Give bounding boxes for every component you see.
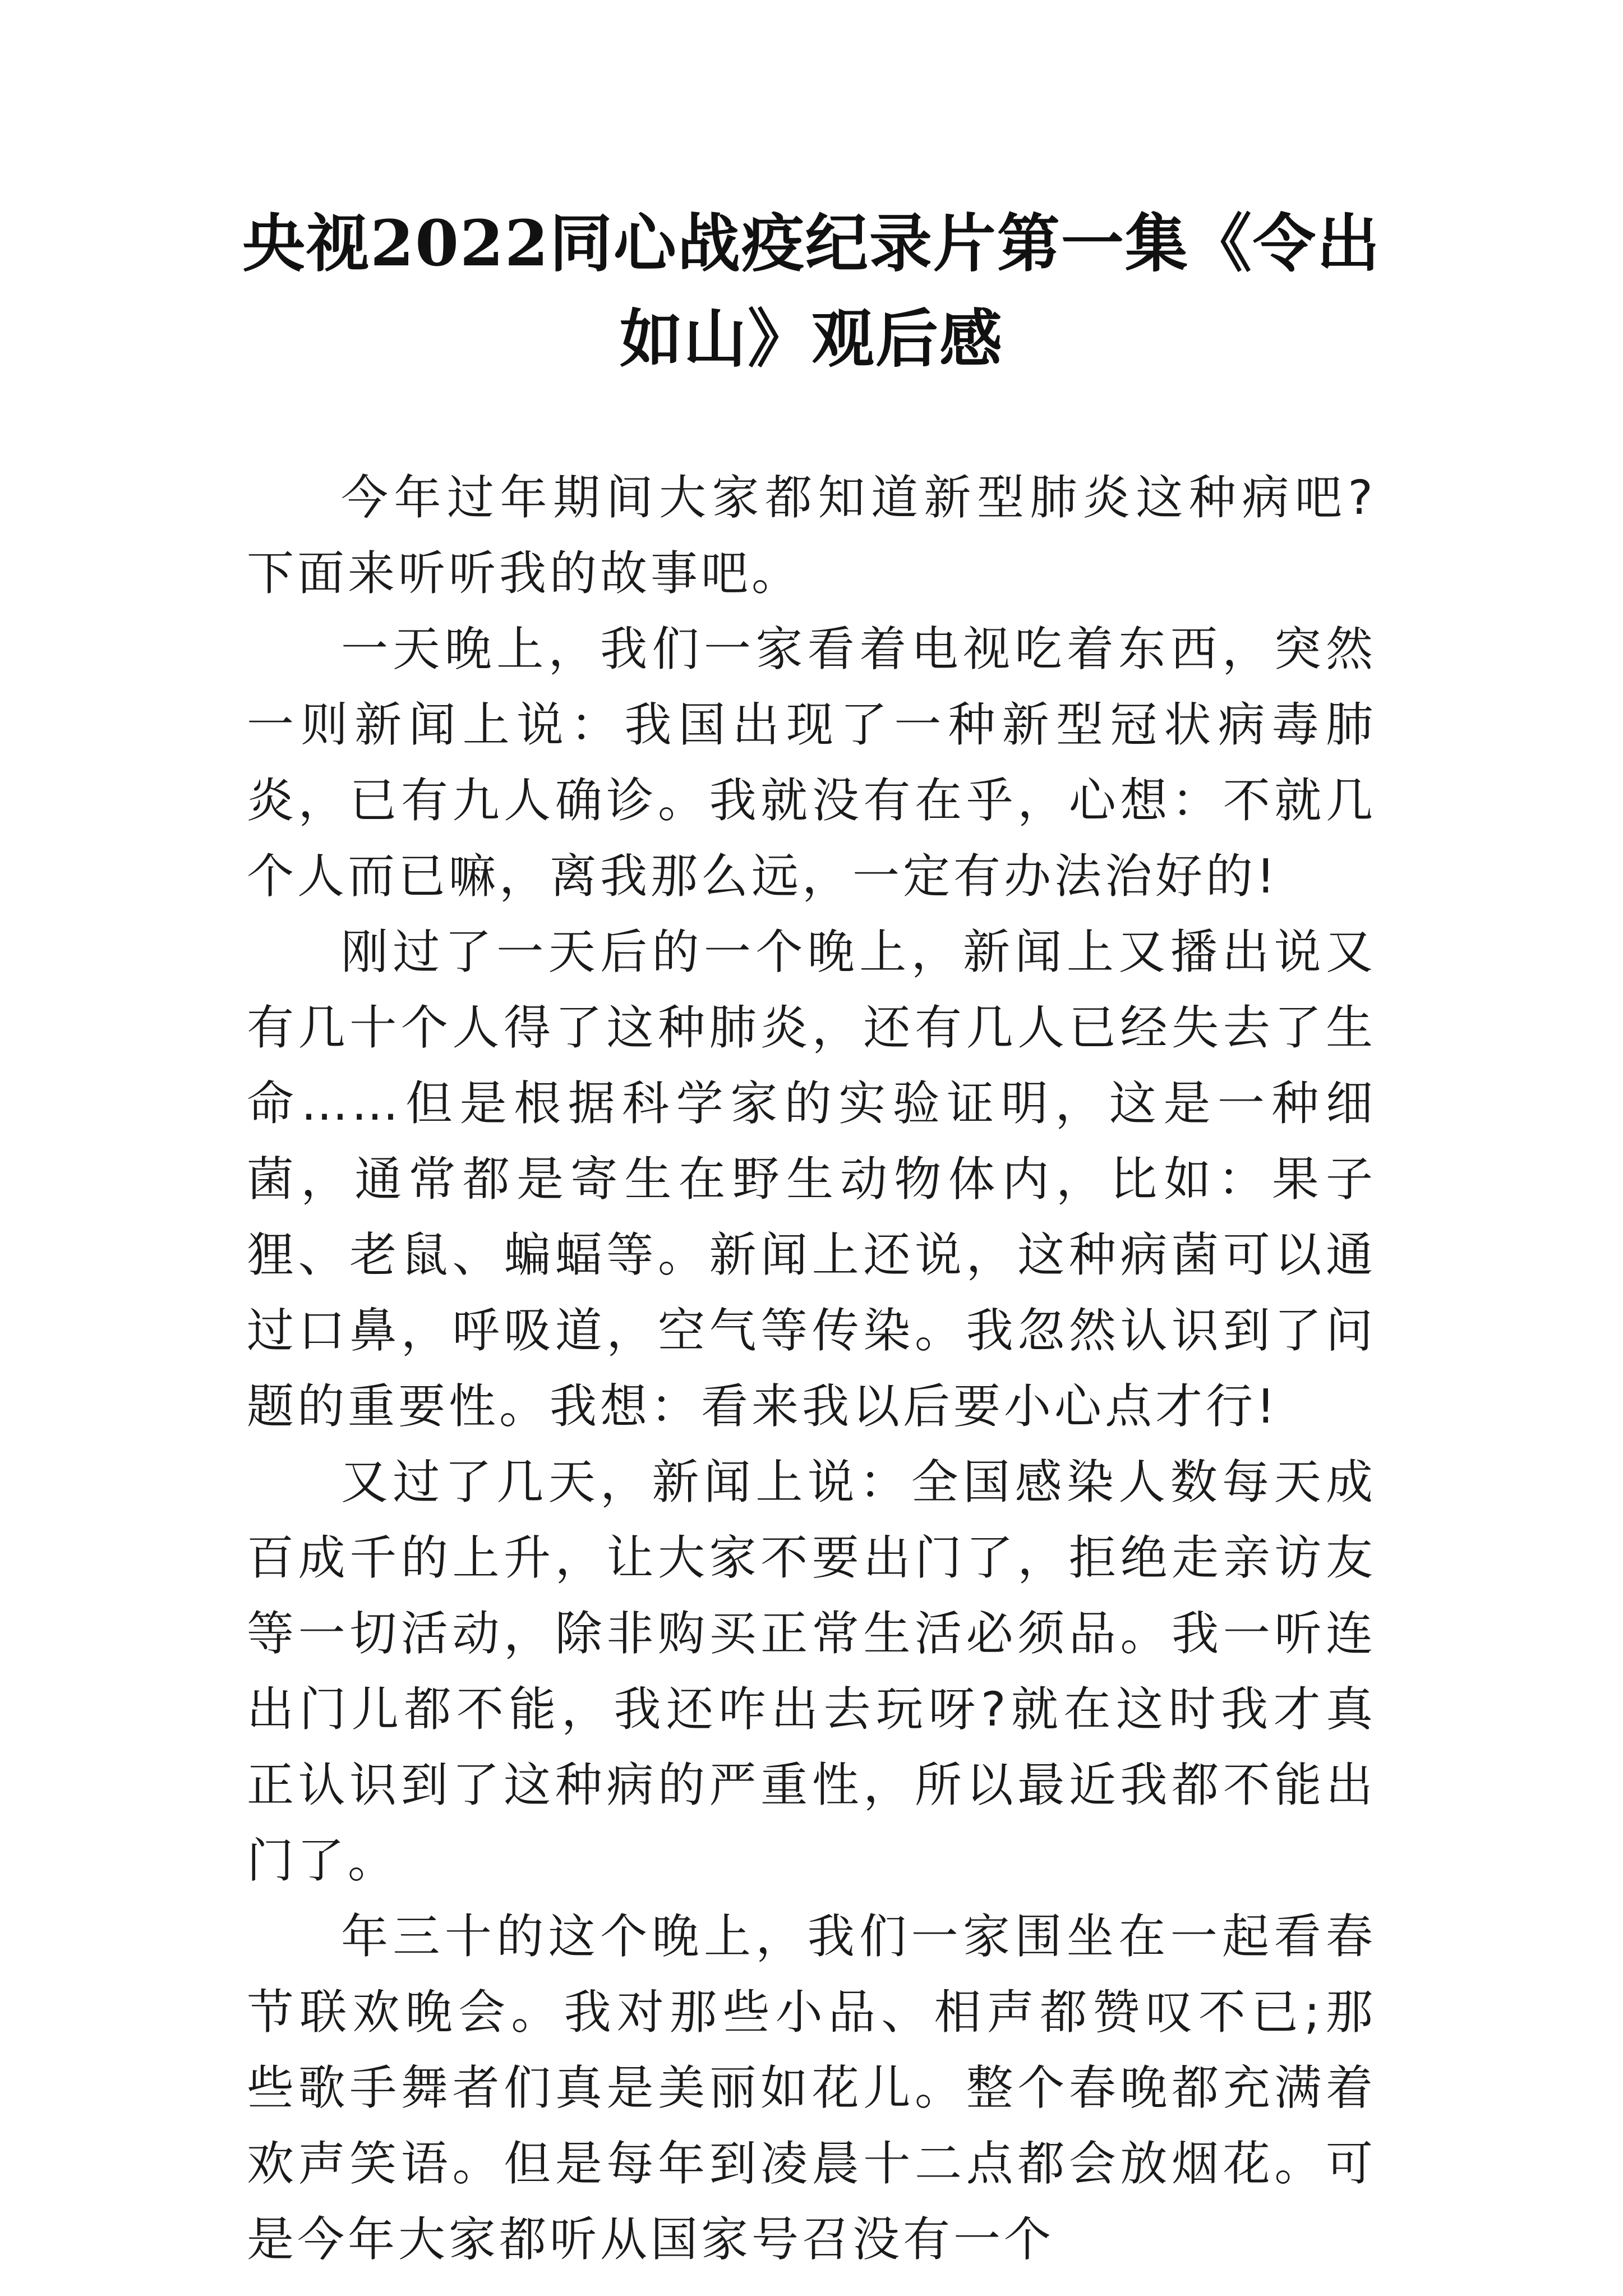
document-body <box>247 460 1376 2277</box>
paragraph: 今年过年期间大家都知道新型肺炎这种病吧?下面来听听我的故事吧。 <box>247 470 1376 601</box>
document-title: 央视2022同心战疫纪录片第一集《令出如山》观后感 <box>242 207 1381 376</box>
paragraph: 年三十的这个晚上，我们一家围坐在一起看春节联欢晚会。我对那些小品、相声都赞叹不已;那些歌手舞者们真是美丽如花儿。整个春晚都充满着欢声笑语。但是每年到凌晨十二点都会放烟花。可是今年大家都听从国家号召没有一个 <box>247 1909 1376 2267</box>
paragraph: 一天晚上，我们一家看着电视吃着东西，突然一则新闻上说：我国出现了一种新型冠状病毒肺炎，已有九人确诊。我就没有在乎，心想：不就几个人而已嘛，离我那么远，一定有办法治好的! <box>247 622 1376 904</box>
paragraph: 刚过了一天后的一个晚上，新闻上又播出说又有几十个人得了这种肺炎，还有几人已经失去了生命……但是根据科学家的实验证明，这是一种细菌，通常都是寄生在野生动物体内，比如：果子狸、老鼠、蝙蝠等。新闻上还说，这种病菌可以通过口鼻，呼吸道，空气等传染。我忽然认识到了问题的重要性。我想：看来我以后要小心点才行! <box>247 924 1376 1434</box>
paragraph: 又过了几天，新闻上说：全国感染人数每天成百成千的上升，让大家不要出门了，拒绝走亲访友等一切活动，除非购买正常生活必须品。我一听连出门儿都不能，我还咋出去玩呀?就在这时我才真正认识到了这种病的严重性，所以最近我都不能出门了。 <box>247 1455 1376 1888</box>
